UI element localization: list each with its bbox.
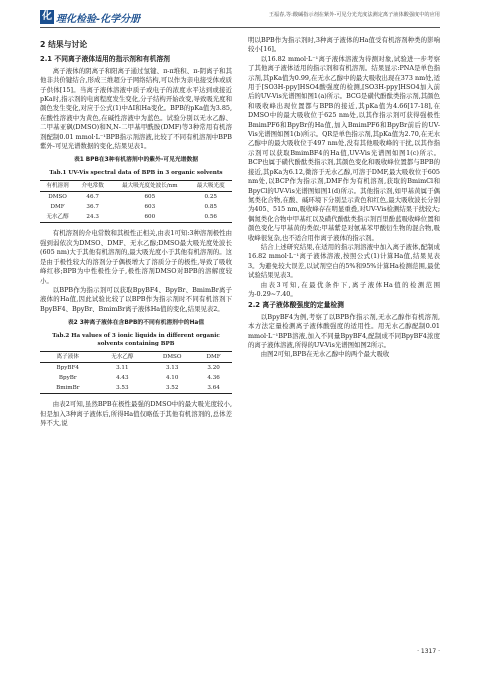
table-cell: 4.10 — [165, 375, 179, 382]
section-heading: 2 结果与讨论 — [40, 40, 88, 49]
paragraph: 以16.82 mmol·L⁻¹离子液体溶液为待测对象,试验进一步考察了其他离子液体适用的指示剂和有机溶剂。结果显示:PNA是单色指示剂,其pKa值为0.99,在无水乙醇中的最大吸收出现在373 nm处,适用于[SO3H-ppy]HSO4酸强度的检测,[SO3H-ppy]HSO4加入前后的UV-Vis光谱图如图1(a)所示。BCG是磺代酚酞类指示剂,其颜色和吸收峰出现位置都与BPB的接近,其pKa值为4.66[17-18],在DMSO中的最大吸收位于625 nm处,以其作指示剂可获得强极性BmimPF6和BpyBr的Ha值,加入BmimPF6和BpyBr前后的UV-Vis光谱图如图1(b)所示。QR是单色指示剂,其pKa值为2.70,在无水乙醇中的最大吸收位于497 nm处,没有其他吸收峰的干扰,以其作指示剂可以获取BmimBF4的Ha值,UV-Vis光谱图如图1(c)所示。BCP也属于磺代酚酞类指示剂,其颜色变化和吸收峰位置都与BPB的接近,其pKa为6.12,微溶于无水乙醇,可溶于DMF,最大吸收位于605 nm处,以BCP作为指示剂,DMF作为有机溶剂,获取的BmimCl和BpyCl的UV-Vis光谱图如图1(d)所示。其他指示剂,如甲基黄属于偶氮类化合物,在酸、碱环境下分别呈示黄色和红色,最大吸收波长分别为405、515 nm,吸收峰存在明显重叠,对UV-Vis检测结果干扰较大;偶氮类化合物中甲基红以及磺代酚酞类指示剂百里酚蓝吸收峰位置和颜色变化与甲基黄的类似;甲基紫是对氨基苯甲酸衍生物的混合物,吸收峰很复杂,也不适合用作离子液体的指示剂。 — [248, 54, 440, 242]
table-cell: BpyBF4 — [56, 365, 79, 372]
table-header: 有机溶剂 — [40, 181, 75, 192]
table-header: 最大吸光度 — [189, 181, 232, 192]
table-cell: 3.52 — [149, 383, 195, 394]
table-cell: 36.7 — [86, 204, 99, 211]
table-cell: 600 — [110, 212, 189, 223]
table-row — [40, 373, 232, 383]
table-cell: 4.36 — [207, 375, 220, 382]
paragraph: 由表3可知,在最优条件下,离子液体Ha值的检测范围为-0.29~7.40。 — [248, 280, 440, 298]
table-cell: 46.7 — [86, 194, 99, 201]
right-column — [248, 36, 440, 360]
table-cell: 0.56 — [189, 212, 232, 223]
subsection-heading-2-1: 2.1 不同离子液体适用的指示剂和有机溶剂 — [40, 55, 170, 64]
table-cell: 无水乙醇 — [40, 212, 75, 223]
table-cell: 0.25 — [204, 194, 217, 201]
table-row — [40, 212, 232, 223]
table-1 — [40, 180, 232, 223]
table-cell: 24.3 — [75, 212, 110, 223]
table-cell: 3.20 — [207, 365, 220, 372]
left-column — [40, 36, 232, 428]
table-row — [40, 202, 232, 212]
table-row — [40, 383, 232, 394]
table-header: 无水乙醇 — [96, 352, 150, 363]
table-cell: 3.11 — [116, 365, 129, 372]
table-cell: BpyBr — [58, 375, 77, 382]
table-cell: BmimBr — [40, 383, 96, 394]
table-cell: 4.43 — [116, 375, 129, 382]
page-header — [0, 0, 480, 30]
paragraph: 由图2可知,BPB在无水乙醇中的两个最大吸收 — [260, 350, 390, 359]
paragraph: 以BPB作为指示剂可以获取BpyBF4、BpyBr、BmimBr离子液体的Ha值,因此试验比较了以BPB作为指示剂时不同有机溶剂下BpyBF4、BpyBr、BmimBr离子液体Ha值的变化,结果见表2。 — [40, 285, 232, 313]
journal-logo-icon: 化 — [42, 11, 52, 22]
journal-name: 理化检验-化学分册 — [56, 13, 141, 25]
table2-caption-cn: 表2 3种离子液体在含BPB的不同有机溶剂中的Ha值 — [67, 320, 205, 327]
journal-logo — [40, 9, 140, 25]
table1-caption-en: Tab.1 UV-Vis spectral data of BPB in 3 organic solvents — [49, 170, 223, 177]
table-row — [40, 192, 232, 203]
paragraph: 以BpyBF4为例,考察了以BPB作指示剂,无水乙醇作有机溶剂,本方法定量检测离子液体酸强度的适用性。用无水乙醇配制0.01 mmol·L⁻¹BPB溶液,加入不同量BpyBF4,配制成不同BpyBF4浓度的离子液体溶液,所得的UV-Vis光谱图如图2所示。 — [248, 312, 440, 349]
table-cell: DMSO — [48, 194, 67, 201]
paragraph: 由表2可知,虽然BPB在极性最强的DMSO中的最大吸光度较小,但是加入3种离子液体后,所得Ha值仅略低于其他有机溶剂的,总体差异不大,说 — [40, 400, 232, 427]
table-cell: DMF — [50, 204, 65, 211]
table-row — [40, 363, 232, 374]
paragraph: 有机溶剂的介电常数和其极性正相关,由表1可知:3种溶剂极性由强到弱依次为DMSO、DMF、无水乙醇;DMSO最大吸光度处波长(605 nm)大于其他有机溶剂的,最大吸光度小于其他有机溶剂的。这是由于极性较大的溶剂分子偶极增大了溶质分子的极性,导致了吸收峰红移;BPB为中性极性分子,极性溶剂DMSO对BPB的溶解度较小。 — [40, 229, 232, 285]
table-cell: 3.64 — [195, 383, 232, 394]
table-header: 离子液体 — [40, 352, 96, 363]
table-header: DMSO — [149, 352, 195, 363]
table-cell: 0.85 — [204, 204, 217, 211]
table-cell: 3.53 — [96, 383, 150, 394]
paragraph: 离子液体的阴离子和阳离子通过氢键、π-π堆积、π-阴离子和其他非共价键结合,形成三维超分子网络结构,可以作为亲电接受体或质子供体[15]。当离子液体溶液中质子或电子的浓度水平达到或接近pKa时,指示剂的电离程度发生变化,分子结构开始改变,导致吸光度和颜色发生变化,对应于公式(1)中ΔI和Ha变化。BPB的pKa值为3.85,在酸性溶液中为黄色,在碱性溶液中为蓝色。试验分别以无水乙醇、二甲基亚砜(DMSO)和N,N-二甲基甲酰胺(DMF)等3种常用有机溶剂配制0.01 mmol·L⁻¹BPB指示剂溶液,比较了不同有机溶剂中BPB紫外-可见光谱数据的变化,结果见表1。 — [40, 66, 232, 151]
running-title: 王福春,等:酸碱指示剂在紫外-可见分光光度法测定离子液体酸强度中的应用 — [268, 12, 440, 18]
table-header: 最大吸光度处波长/nm — [110, 181, 189, 192]
page-number: · 1317 · — [417, 648, 440, 655]
table-header: DMF — [195, 352, 232, 363]
table2-caption-en: Tab.2 Ha values of 3 ionic liquids in different organic solvents containing BPB — [52, 333, 220, 348]
table1-caption-cn: 表1 BPB在3种有机溶剂中的紫外-可见光谱数据 — [73, 157, 199, 164]
table-2 — [40, 351, 232, 394]
table-cell: 3.13 — [165, 365, 179, 372]
header-rule — [40, 27, 440, 28]
table-cell: 605 — [144, 194, 156, 201]
paragraph: 结合上述研究结果,在适用的指示剂溶液中加入离子液体,配制成16.82 mmol·L⁻¹离子液体溶液,按照公式(1)计算Ha值,结果见表3。为避免较大误差,以试剂空白的5%和95%计算Ha检测范围,最优试验结果见表3。 — [248, 242, 440, 280]
paragraph: 明以BPB作为指示剂时,3种离子液体的Ha值受有机溶剂种类的影响较小[16]。 — [248, 36, 440, 54]
table-cell: 603 — [144, 204, 156, 211]
subsection-heading-2-2: 2.2 离子液体酸强度的定量检测 — [248, 301, 344, 310]
table-header: 介电常数 — [75, 181, 110, 192]
